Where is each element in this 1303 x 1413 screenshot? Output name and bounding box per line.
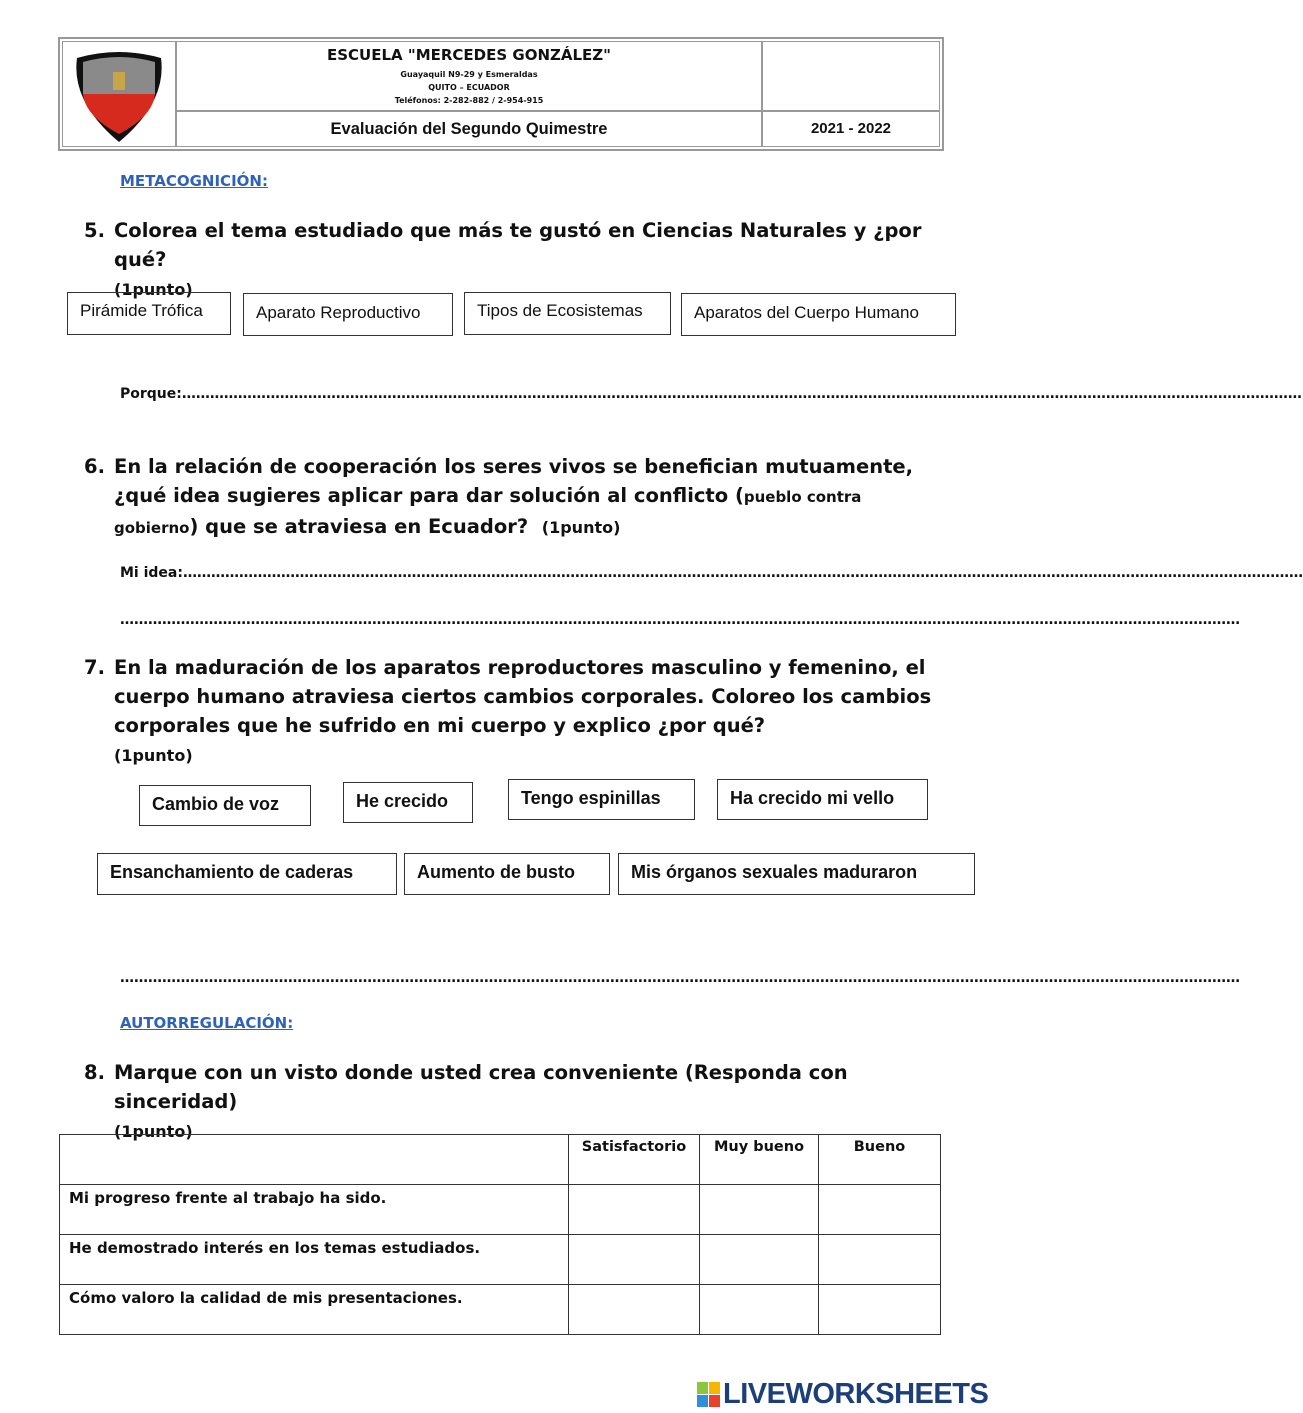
answer-line[interactable]: …………………………………………………………………………………………………………………………………………………………………………………………………………………… [120, 970, 1240, 986]
column-header: Bueno [819, 1135, 941, 1185]
answer-line-porque[interactable]: Porque:…………………………………………………………………………………………………………………………………………………………………………………………………………………… [120, 386, 1302, 402]
question-number: 7. [84, 656, 105, 679]
school-info-cell [176, 41, 762, 111]
school-name: ESCUELA "MERCEDES GONZÁLEZ" [327, 46, 611, 64]
option-box[interactable]: Cambio de voz [139, 785, 311, 826]
check-cell[interactable] [819, 1185, 941, 1235]
check-cell[interactable] [819, 1235, 941, 1285]
column-header: Muy bueno [700, 1135, 819, 1185]
check-cell[interactable] [700, 1235, 819, 1285]
row-label: He demostrado interés en los temas estudiados. [60, 1235, 569, 1285]
table-row [60, 1185, 941, 1235]
answer-line[interactable]: …………………………………………………………………………………………………………………………………………………………………………………………………………………… [120, 612, 1240, 628]
question-text: En la relación de cooperación los seres vivos se benefician mutuamente, ¿qué idea sugieres aplicar para dar solución al conflicto ( [114, 455, 914, 507]
question-text-small: pueblo contra gobierno [114, 488, 862, 537]
option-box[interactable]: Tipos de Ecosistemas [464, 292, 671, 335]
column-header: Satisfactorio [569, 1135, 700, 1185]
row-label: Cómo valoro la calidad de mis presentaciones. [60, 1285, 569, 1335]
school-city: QUITO – ECUADOR [428, 83, 510, 92]
header-table [58, 37, 944, 151]
school-year: 2021 - 2022 [762, 111, 940, 147]
live-blocks-icon [697, 1382, 721, 1408]
question-text: En la maduración de los aparatos reproductores masculino y femenino, el cuerpo humano atraviesa ciertos cambios corporales. Coloreo los cambios corporales que he sufrido en mi cuerpo y explico ¿por qué? [114, 656, 932, 737]
option-box[interactable]: Aparatos del Cuerpo Humano [681, 293, 956, 336]
table-row [60, 1285, 941, 1335]
row-label: Mi progreso frente al trabajo ha sido. [60, 1185, 569, 1235]
option-box[interactable]: Tengo espinillas [508, 779, 695, 820]
question-points: (1punto) [541, 518, 621, 537]
option-box[interactable]: He crecido [343, 782, 473, 823]
brand-text: LIVEWORKSHEETS [723, 1378, 989, 1410]
column-header [60, 1135, 569, 1185]
school-address: Guayaquil N9-29 y Esmeraldas [400, 70, 538, 79]
check-cell[interactable] [569, 1185, 700, 1235]
option-box[interactable]: Aumento de busto [404, 853, 610, 895]
exam-title: Evaluación del Segundo Quimestre [176, 111, 762, 147]
section-metacognition: METACOGNICIÓN: [120, 172, 268, 190]
school-shield-logo [63, 42, 175, 146]
question-text: Marque con un visto donde usted crea conveniente (Responda con sinceridad) [114, 1061, 848, 1113]
check-cell[interactable] [569, 1235, 700, 1285]
table-header-row [60, 1135, 941, 1185]
liveworksheets-logo [697, 1378, 988, 1411]
option-box[interactable]: Ha crecido mi vello [717, 779, 928, 820]
check-cell[interactable] [819, 1285, 941, 1335]
question-text: Colorea el tema estudiado que más te gustó en Ciencias Naturales y ¿por qué? [114, 219, 922, 271]
logo-cell [62, 41, 176, 147]
check-cell[interactable] [569, 1285, 700, 1335]
option-box[interactable]: Pirámide Trófica [67, 292, 231, 335]
answer-line-mi-idea[interactable]: Mi idea:…………………………………………………………………………………………………………………………………………………………………………………………………………………… [120, 565, 1303, 581]
question-points: (1punto) [114, 746, 193, 765]
table-row [60, 1235, 941, 1285]
option-box[interactable]: Mis órganos sexuales maduraron [618, 853, 975, 895]
question-number: 8. [84, 1061, 105, 1084]
option-box[interactable]: Ensanchamiento de caderas [97, 853, 397, 895]
self-assessment-table [59, 1134, 941, 1335]
question-points: (1punto) [114, 1122, 193, 1141]
question-number: 5. [84, 219, 105, 242]
blank-cell [762, 41, 940, 111]
question-number: 6. [84, 455, 105, 478]
question-text: ) que se atraviesa en Ecuador? [189, 515, 529, 538]
check-cell[interactable] [700, 1185, 819, 1235]
check-cell[interactable] [700, 1285, 819, 1335]
section-selfregulation: AUTORREGULACIÓN: [120, 1014, 294, 1032]
question-points: (1punto) [114, 280, 193, 299]
school-phones: Teléfonos: 2-282-882 / 2-954-915 [394, 96, 544, 105]
option-box[interactable]: Aparato Reproductivo [243, 293, 453, 336]
